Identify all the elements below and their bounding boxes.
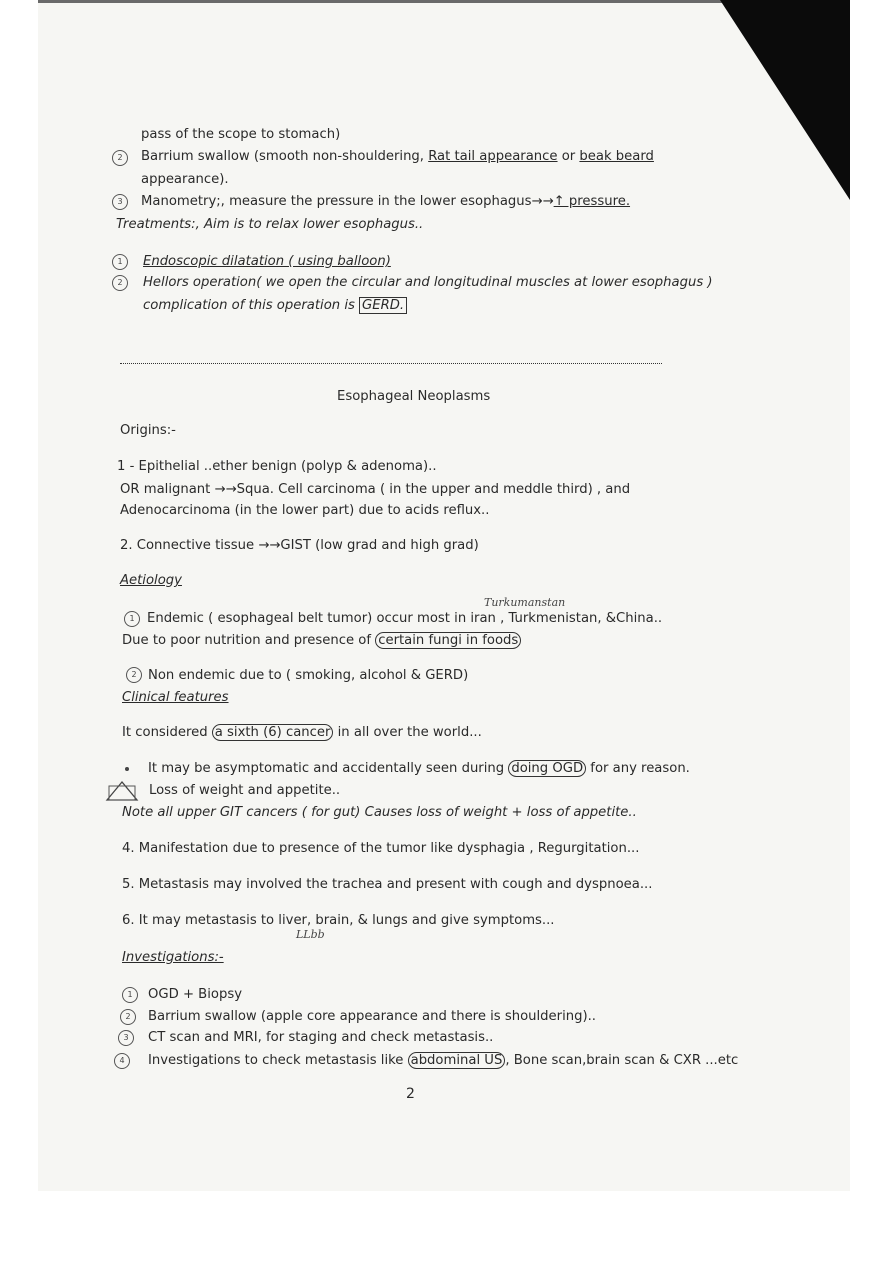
page-number: 2 [406, 1086, 415, 1102]
aetiology-heading: Aetiology [120, 573, 182, 588]
text-line: 5. Metastasis may involved the trachea and present with cough and dyspnoea... [122, 877, 653, 892]
text-line: 1 - Epithelial ..ether benign (polyp & adenoma).. [117, 459, 437, 474]
treatments-heading: Treatments:, Aim is to relax lower esophagus.. [116, 217, 424, 232]
triangle-mark-icon [105, 780, 139, 802]
text-line: Adenocarcinoma (in the lower part) due to acids reflux.. [120, 503, 490, 518]
investigations-heading: Investigations:- [122, 950, 224, 965]
handwritten-note: LLbb [296, 928, 325, 941]
text-line: Hellors operation( we open the circular and longitudinal muscles at lower esophagus ) [143, 275, 713, 290]
text-line: Loss of weight and appetite.. [149, 783, 341, 798]
text-line: appearance). [141, 172, 229, 187]
number-mark: 2 [112, 275, 128, 291]
origins-heading: Origins:- [120, 423, 176, 438]
text-line: It considered a sixth (6) cancer in all over the world... [122, 725, 482, 740]
text-line: Due to poor nutrition and presence of certain fungi in foods [122, 632, 521, 650]
text-line: OR malignant →→Squa. Cell carcinoma ( in the upper and meddle third) , and [120, 482, 631, 497]
number-mark: 3 [118, 1030, 134, 1046]
text-line: Barrium swallow (smooth non-shouldering, Rat tail appearance or beak beard [141, 149, 654, 164]
text-line: It may be asymptomatic and accidentally seen during doing OGD for any reason. [148, 761, 690, 776]
number-mark: 2 [120, 1009, 136, 1025]
number-mark: 1 [124, 611, 140, 627]
text-line: Endoscopic dilatation ( using balloon) [143, 254, 391, 269]
text-line: complication of this operation is GERD. [143, 297, 407, 315]
section-title: Esophageal Neoplasms [337, 389, 491, 404]
text-line: 6. It may metastasis to liver, brain, & lungs and give symptoms... [122, 913, 555, 928]
number-mark: 4 [114, 1053, 130, 1069]
text-line: 2. Connective tissue →→GIST (low grad and high grad) [120, 538, 479, 553]
text-line: 4. Manifestation due to presence of the tumor like dysphagia , Regurgitation... [122, 841, 640, 856]
section-divider [120, 363, 662, 364]
text-line: Endemic ( esophageal belt tumor) occur most in iran , Turkmenistan, &China.. [147, 611, 663, 626]
handwritten-note: Turkumanstan [484, 596, 566, 609]
clinical-heading: Clinical features [122, 690, 229, 705]
bullet [125, 767, 129, 771]
number-mark: 1 [112, 254, 128, 270]
text-line: CT scan and MRI, for staging and check metastasis.. [148, 1030, 494, 1045]
note-line: Note all upper GIT cancers ( for gut) Causes loss of weight + loss of appetite.. [122, 805, 637, 820]
dark-corner [720, 0, 850, 200]
number-mark: 2 [126, 667, 142, 683]
text-line: Manometry;, measure the pressure in the lower esophagus→→↑ pressure. [141, 194, 631, 209]
number-mark: 2 [112, 150, 128, 166]
number-mark: 1 [122, 987, 138, 1003]
number-mark: 3 [112, 194, 128, 210]
text-line: OGD + Biopsy [148, 987, 243, 1002]
text-line: pass of the scope to stomach) [141, 127, 341, 142]
text-line: Non endemic due to ( smoking, alcohol & GERD) [148, 668, 469, 683]
text-line: Investigations to check metastasis like abdominal US , Bone scan,brain scan & CXR ...etc [148, 1053, 739, 1068]
text-line: Barrium swallow (apple core appearance and there is shouldering).. [148, 1009, 596, 1024]
